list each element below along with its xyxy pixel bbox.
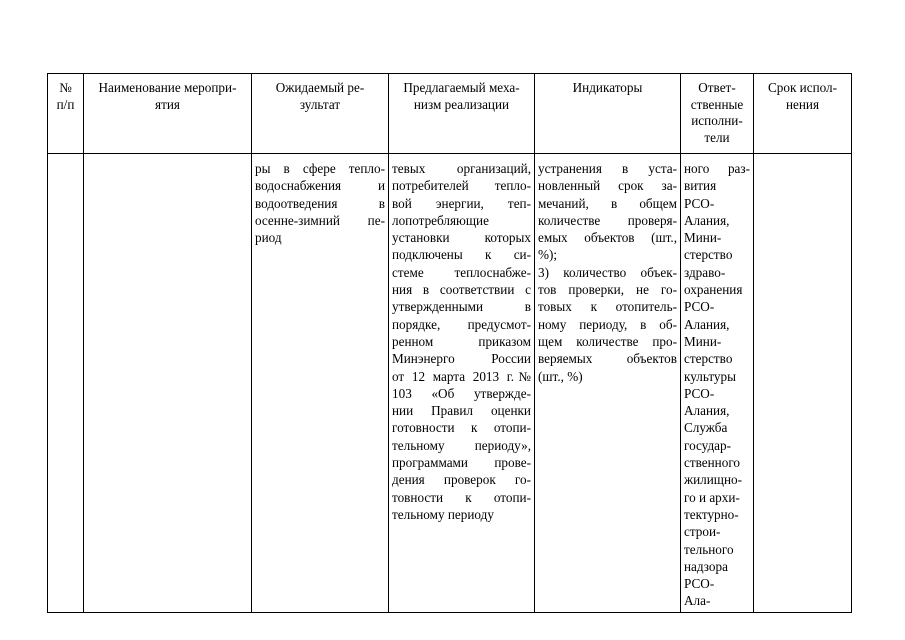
text-line: тевых организаций, (392, 161, 531, 176)
header-line: ятия (155, 96, 180, 112)
text-line: вой энергии, теп- (392, 195, 531, 211)
header-responsible (681, 74, 754, 154)
text-line: 103 «Об утвержде- (392, 385, 531, 401)
text-line: охранения (684, 282, 743, 298)
text-line: тельному периоду», (392, 437, 531, 453)
text-line: ры в сфере тепло- (255, 161, 385, 176)
header-mechanism (389, 74, 535, 154)
header-line: п/п (56, 96, 75, 112)
header-row (48, 74, 852, 154)
table-row (48, 154, 852, 613)
text-line: (шт., %) (538, 368, 583, 384)
text-line: установки которых (392, 230, 531, 246)
header-number (48, 74, 84, 154)
text-line: от 12 марта 2013 г.№ (392, 368, 531, 384)
text-line: товности к отопи- (392, 489, 531, 505)
text-line: водоснабжения и (255, 178, 385, 194)
measures-table (47, 73, 852, 613)
text-line: РСО- (684, 195, 715, 211)
text-line: го и архи- (684, 489, 740, 505)
text-line: тельному периоду (392, 506, 494, 522)
text-line: ренном приказом (392, 333, 531, 349)
text-line: потребителей тепло- (392, 178, 531, 194)
cell-deadline (754, 154, 852, 613)
text-line: РСО- (684, 385, 715, 401)
text-line: осенне-зимний пе- (255, 212, 385, 228)
text-line: веряемых объектов (538, 351, 677, 367)
text-line: жилищно- (684, 472, 743, 488)
text-line: Алания, (684, 212, 730, 228)
header-line: Индикаторы (572, 80, 643, 95)
cell-expected-result (252, 154, 389, 613)
text-line: вития (684, 178, 717, 194)
text-line: тов проверки, не го- (538, 282, 677, 298)
header-line: низм реализации (413, 96, 510, 112)
text-line: новленный срок за- (538, 178, 677, 194)
text-line: стерство (684, 247, 733, 263)
header-line: Ответ- (698, 80, 736, 95)
header-line: Предлагаемый меха- (403, 80, 520, 95)
text-line: программами прове- (392, 455, 531, 471)
text-line: мечаний, в общем (538, 195, 677, 211)
header-line: Срок испол- (767, 80, 838, 95)
text-line: строи- (684, 524, 721, 540)
text-line: подключены к си- (392, 247, 531, 263)
header-line: тели (704, 129, 730, 145)
text-line: стеме теплоснабже- (392, 264, 531, 280)
cell-responsible (681, 154, 754, 613)
text-line: дения проверок го- (392, 472, 531, 488)
text-line: стерство (684, 351, 733, 367)
text-line: надзора (684, 558, 728, 574)
text-line: Алания, (684, 403, 730, 419)
text-line: риод (255, 230, 282, 246)
text-line: %); (538, 247, 558, 263)
header-line: зультат (299, 96, 341, 112)
header-expected-result (252, 74, 389, 154)
text-line: Минэнерго России (392, 351, 531, 367)
text-line: 3) количество объек- (538, 264, 677, 280)
text-line: Служба (684, 420, 728, 436)
text-line: тельного (684, 541, 734, 557)
text-line: Алания, (684, 316, 730, 332)
text-line: культуры (684, 368, 736, 384)
text-line: РСО- (684, 299, 715, 315)
text-line: тектурно- (684, 506, 739, 522)
text-line: Мини- (684, 333, 722, 349)
text-line: утвержденными в (392, 299, 531, 315)
cell-measure-name (84, 154, 252, 613)
text-line: количестве проверя- (538, 212, 677, 228)
text-line: государ- (684, 437, 731, 453)
header-line: Ожидаемый ре- (275, 80, 365, 95)
text-line: нии Правил оценки (392, 403, 531, 419)
text-line: готовности к отопи- (392, 420, 531, 436)
text-line: здраво- (684, 264, 726, 280)
header-deadline (754, 74, 852, 154)
header-measure-name (84, 74, 252, 154)
header-line: нения (785, 96, 820, 112)
text-line: ному периоду, в об- (538, 316, 677, 332)
cell-indicators (535, 154, 681, 613)
text-line: порядке, предусмот- (392, 316, 531, 332)
cell-number (48, 154, 84, 613)
text-line: устранения в уста- (538, 161, 677, 176)
header-indicators (535, 74, 681, 154)
header-line: исполни- (691, 113, 743, 128)
text-line: лопотребляющие (392, 212, 489, 228)
text-line: товых к отопитель- (538, 299, 677, 315)
cell-mechanism (389, 154, 535, 613)
header-line: Наименование меропри- (98, 80, 237, 95)
text-line: Ала- (684, 593, 711, 609)
text-line: ного раз- (684, 161, 750, 176)
text-line: ния в соответствии с (392, 282, 531, 298)
text-line: щем количестве про- (538, 333, 677, 349)
text-line: емых объектов (шт., (538, 230, 677, 246)
header-line: № (59, 80, 72, 95)
text-line: ственного (684, 455, 741, 471)
text-line: РСО- (684, 576, 715, 592)
text-line: Мини- (684, 230, 722, 246)
text-line: водоотведения в (255, 195, 385, 211)
header-line: ственные (690, 96, 744, 112)
